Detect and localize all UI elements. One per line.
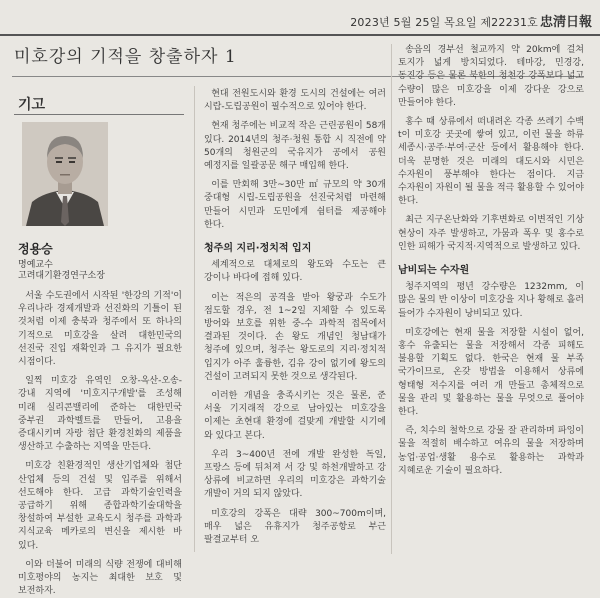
paragraph: 미호강 친환경적인 생산기업체와 첨단 산업체 등의 건설 및 입주를 위해서 선도해야 한다. 고급 과학기술인력을 공급하기 위해 종합과학기술대학을 창설하여 부설한 교육도시 청주를 과학과 지식교육 메카로의 변신을 제시한 바 있다. bbox=[18, 461, 182, 551]
paragraph: 청주지역의 평년 강수량은 1232mm, 이 많은 물의 반 이상이 미호강을 지나 황해로 흘러 들어가 수자원이 낭비되고 있다. bbox=[398, 282, 584, 319]
paragraph: 송읍의 경부선 철교까지 약 20km에 걸쳐 토지가 넓게 방치되었다. 테마강, 민경강, 동진강 등은 물론 북한의 청천강 강폭보다 넓고 수량이 많은 미호강을 이제 강다운 강으로 만들어야 한다. bbox=[398, 45, 584, 108]
paragraph: 미호강에는 현재 물을 저장할 시설이 없어, 홍수 유출되는 물을 저장해서 각종 피해도 불용할 기획도 없다. 한국은 현재 물 부족 국가이므로, 온갖 방법을 이용해서 상류에 형태형 저수지를 여러 개 만들고 총체적으로 물을 관리 및 활용하는 물을 무엇으로 풀어야 한다. bbox=[398, 327, 584, 418]
paragraph: 우리 3~400년 전에 개발 완성한 독일, 프랑스 등에 뒤처져 서 강 및 하천개발하고 강 상류에 비교하면 우리의 미호강은 과학기술 개발이 거의 되지 않았다. bbox=[204, 449, 386, 500]
paragraph: 홍수 때 상류에서 떠내려온 각종 쓰레기 수백 t이 미호강 곳곳에 쌓여 있고, 이런 물을 하류 세종시·공주·부여·군산 등에서 활용해야 한다. 더욱 분명한 것은 미래의 대도시와 시민은 수자원이 풍부해야 한다는 점이다. 지금 수자원이 자원이 될 물을 적극 활용할 수 있어야 한다. bbox=[398, 117, 584, 207]
column-divider bbox=[194, 86, 195, 552]
paragraph: 서울 수도권에서 시작된 '한강의 기적'이 우리나라 경제개발과 선진화의 기틀이 된 것처럼 이제 충북과 청주에서 또 하나의 기적으로 미호강을 살려 대한민국의 선진국 진입 재확인과 그 유지가 필요한 시점이다. bbox=[18, 291, 182, 368]
section-label: 기고 bbox=[18, 97, 46, 113]
paragraph: 이를 만회해 3만~30만 ㎡ 규모의 약 30개 중대형 시립-도립공원을 선진국처럼 마련해 만들어 시민과 도민에게 쉼터를 제공해야 한다. bbox=[204, 180, 386, 230]
paragraph: 이러한 개념을 충족시키는 것은 물론, 준 서울 기지래적 강으로 남아있는 미호강을 이제는 초현대 환경에 걸맞게 개발할 시기에 와 있다고 본다. bbox=[204, 391, 386, 441]
author-photo bbox=[22, 122, 108, 226]
article-title: 미호강의 기적을 창출하자 1 bbox=[14, 47, 237, 67]
subheading: 청주의 지리·정치적 입지 bbox=[204, 243, 312, 255]
author-portrait bbox=[22, 122, 108, 226]
column-divider bbox=[391, 44, 392, 554]
paragraph: 미호강의 강폭은 대략 300~700m이며, 매우 넓은 유휴지가 청주공항로 부근 팔결교부터 오 bbox=[204, 508, 386, 546]
issue-date: 2023년 5월 25일 목요일 제22231호 bbox=[350, 16, 538, 29]
paragraph: 세계적으로 대체로의 왕도와 수도는 큰 강이나 바다에 접해 있다. bbox=[204, 260, 386, 284]
paragraph: 최근 지구온난화와 기후변화로 이변적인 기상 현상이 자주 발생하고, 가뭄과 폭우 및 홍수로 인한 피해가 국지적·지역적으로 발생하고 있다. bbox=[398, 215, 584, 252]
paragraph: 일찍 미호강 유역인 오창-옥산-오송-강내 지역에 '미호지구개발'를 조성해 미래 실리콘밸리에 준하는 대한민국 중부권 과학벨트를 만들어, 고용을 증대시키며 자랑 첨단 환경친화의 제품을 생산하고 수출하는 지역을 만든다. bbox=[18, 376, 182, 453]
article-column-1 bbox=[18, 290, 182, 597]
section-divider bbox=[14, 114, 184, 115]
author-name: 정용승 bbox=[18, 242, 53, 256]
newspaper-name: 忠淸日報 bbox=[539, 15, 592, 30]
paragraph: 현재 청주에는 비교적 작은 근린공원이 58개 있다. 2014년의 청주·청원 통합 시 직전에 약 50개의 청원군의 국유지가 공에서 공원 예정지를 일괄공문 해구 매입해 한다. bbox=[204, 121, 386, 172]
subheading: 남비되는 수자원 bbox=[398, 265, 470, 277]
paragraph: 즉, 치수의 철학으로 강물 잘 관리하며 파잉이 물을 적절히 배수하고 여유의 물을 저장하며 농업·공업·생활 용수로 활용하는 과학과 지혜로운 기술이 필요하다. bbox=[398, 426, 584, 476]
paragraph: 현대 전원도시와 환경 도시의 건설에는 여러 시랍-도립공원이 필수적으로 있어야 한다. bbox=[204, 89, 386, 113]
article-column-3 bbox=[398, 44, 584, 554]
author-affiliation: 고려대기환경연구소장 bbox=[18, 271, 105, 281]
paragraph: 이는 적은의 공격을 받아 왕궁과 수도가 점도할 경우, 전 1~2일 지체할 수 있도록 방어와 보호를 위한 중-수 과학적 접목에서 결과된 것이다. 손 왕도 개념인 청남대가 청주에 있으며, 청주는 왕도로의 지리·정치적 입지가 아주 훌륭한, 김유 강이 없기에 왕도의 건설이 고려되지 못한 것으로 생각된다. bbox=[204, 292, 386, 382]
paragraph: 이와 더불어 미래의 식량 전쟁에 대비해 미호평야의 농지는 최대한 보호 및 보전하자. bbox=[18, 559, 182, 597]
author-title: 명예교수 bbox=[18, 260, 53, 270]
newspaper-header bbox=[0, 10, 600, 36]
article-column-2 bbox=[204, 88, 386, 554]
